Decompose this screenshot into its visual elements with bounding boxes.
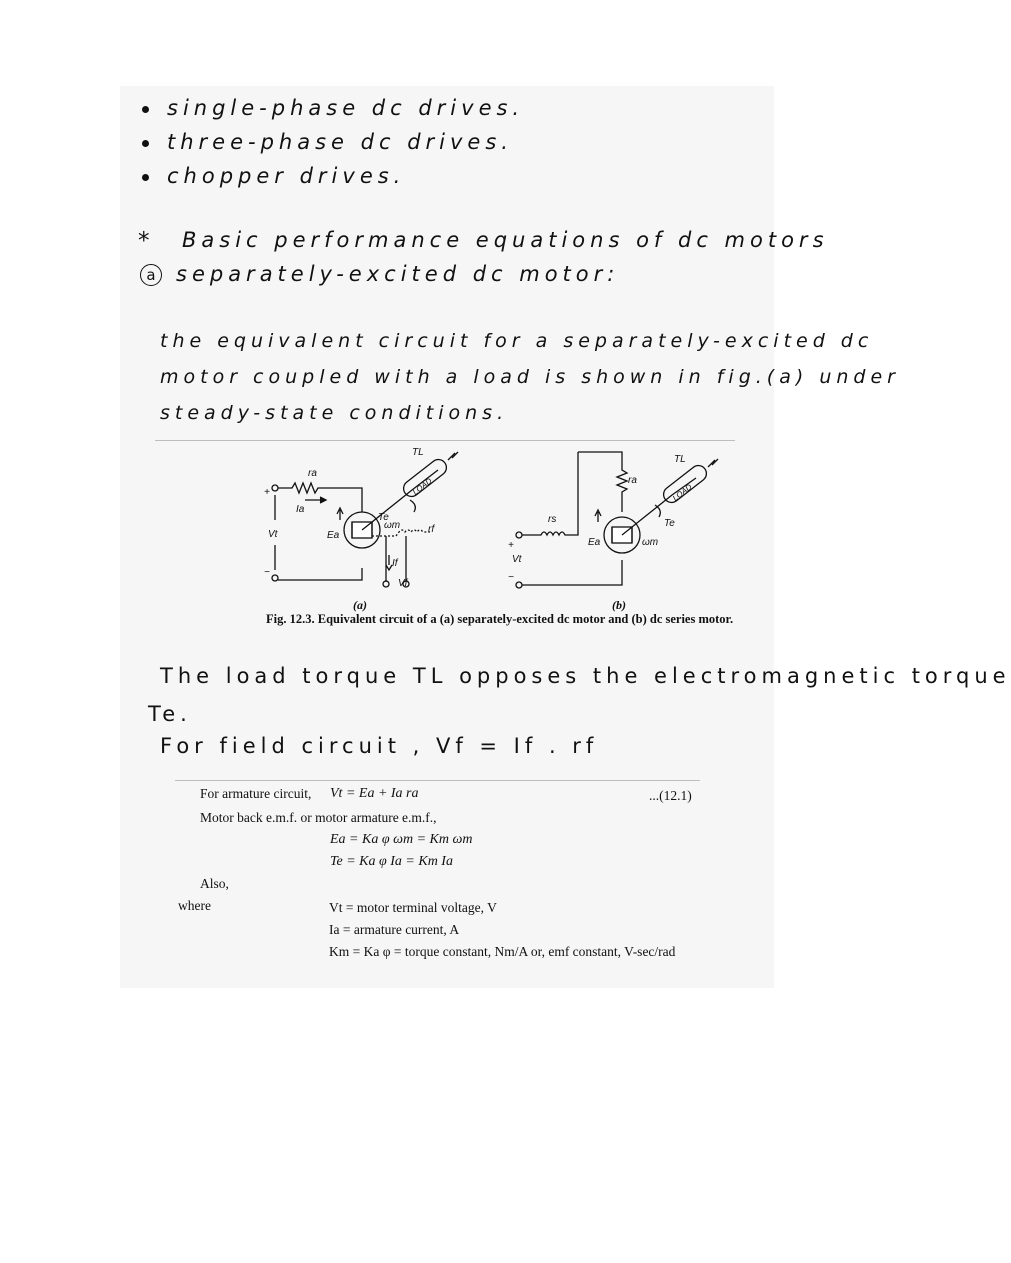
subsection-marker: a	[140, 264, 162, 286]
label-minus: −	[264, 567, 270, 578]
circuit-a	[272, 452, 458, 587]
definition-ia: Ia = armature current, A	[329, 922, 460, 937]
subsection-heading: separately-excited dc motor:	[176, 262, 620, 286]
bullet-item	[142, 164, 405, 188]
label-tl: TL	[412, 447, 424, 458]
label-if: If	[392, 558, 398, 569]
label-load: LOAD	[410, 476, 434, 497]
intro-line: steady-state conditions.	[160, 402, 509, 424]
ea-equation: Ea = Ka φ ωm = Km ωm	[330, 832, 473, 847]
figure-label-a: (a)	[353, 598, 367, 612]
bullet-item	[142, 130, 513, 154]
figure-label-b: (b)	[612, 598, 626, 612]
circuit-a-labels	[264, 447, 435, 589]
label-wm: ωm	[642, 537, 659, 548]
section-heading: Basic performance equations of dc motors	[182, 228, 829, 252]
intro-line: motor coupled with a load is shown in fig.(a) under	[160, 366, 900, 388]
label-te: Te	[378, 512, 389, 523]
label-vt: Vt	[268, 529, 278, 540]
label-rf: rf	[428, 524, 435, 535]
circuit-b	[516, 452, 718, 588]
armature-equation: Vt = Ea + Ia ra	[330, 786, 419, 801]
label-ra: ra	[308, 468, 317, 479]
label-ea: Ea	[588, 537, 601, 548]
heading-star: *	[138, 228, 155, 254]
definition-vt: Vt = motor terminal voltage, V	[329, 900, 497, 915]
also-label: Also,	[200, 876, 229, 891]
divider	[175, 780, 700, 781]
label-load: LOAD	[670, 482, 694, 503]
bullet-text: single-phase dc drives.	[167, 96, 525, 120]
armature-label: For armature circuit,	[200, 786, 312, 801]
label-plus: +	[264, 487, 270, 498]
label-rs: rs	[548, 514, 557, 525]
te-equation: Te = Ka φ Ia = Km Ia	[330, 854, 453, 869]
bullet-item	[142, 96, 524, 120]
note-line: Te.	[148, 702, 192, 726]
label-minus: −	[508, 572, 514, 583]
definition-km: Km = Ka φ = torque constant, Nm/A or, emf constant, V-sec/rad	[329, 944, 676, 959]
label-plus: +	[508, 540, 514, 551]
label-ra: ra	[628, 475, 637, 486]
equation-number: ...(12.1)	[649, 788, 692, 803]
label-ea: Ea	[327, 530, 340, 541]
label-vt: Vt	[512, 554, 522, 565]
note-line: The load torque TL opposes the electromagnetic torque	[160, 664, 1011, 688]
figure-caption: Fig. 12.3. Equivalent circuit of a (a) separately-excited dc motor and (b) dc series motor.	[266, 612, 734, 626]
where-label: where	[178, 898, 211, 913]
note-line: For field circuit , Vf = If . rf	[160, 734, 599, 758]
label-vf: Vf	[398, 578, 408, 589]
label-ia: Ia	[296, 504, 305, 515]
intro-line: the equivalent circuit for a separately-excited dc	[160, 330, 874, 352]
circuit-b-labels	[508, 454, 694, 583]
equivalent-circuit-figure	[250, 440, 730, 610]
bullet-text: three-phase dc drives.	[167, 130, 513, 154]
bullet-text: chopper drives.	[167, 164, 406, 188]
label-te: Te	[664, 518, 675, 529]
label-tl: TL	[674, 454, 686, 465]
label-wm: ωm	[384, 520, 401, 531]
backemf-label: Motor back e.m.f. or motor armature e.m.f.,	[200, 810, 437, 825]
